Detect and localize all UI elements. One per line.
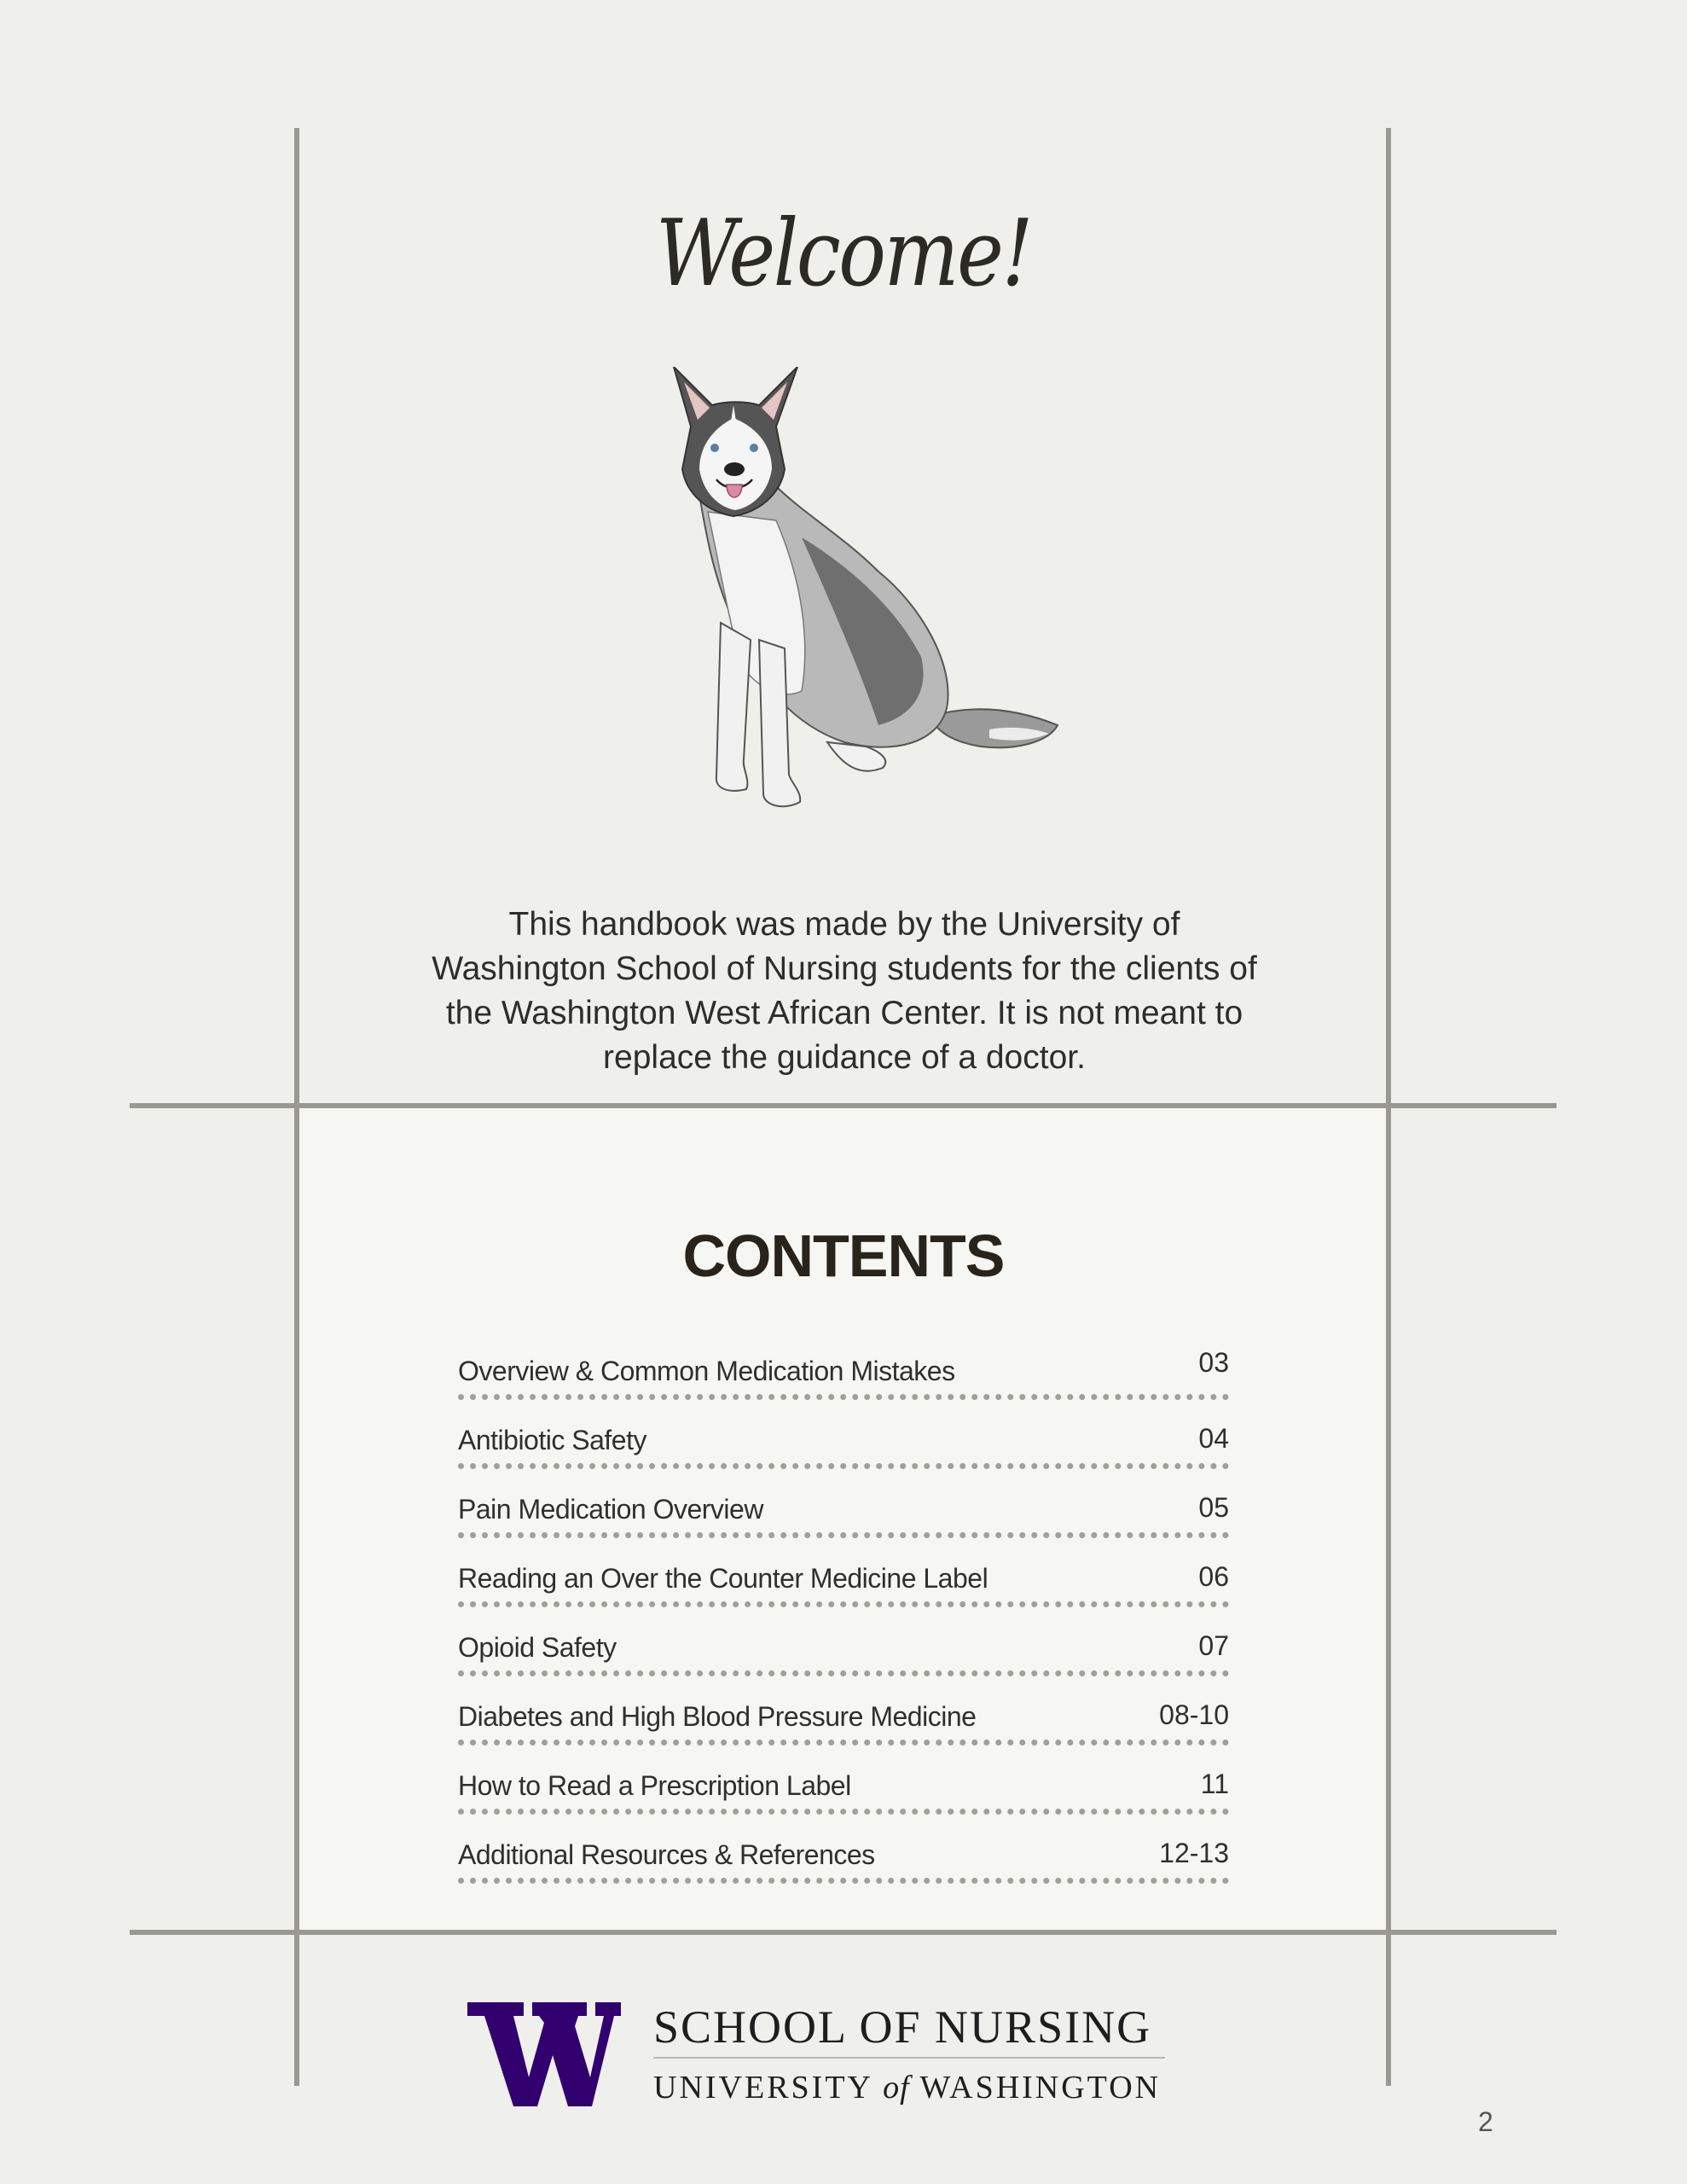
toc-item-title: Overview & Common Medication Mistakes xyxy=(458,1356,955,1386)
toc-item-title: Additional Resources & References xyxy=(458,1839,875,1870)
toc-item-page: 03 xyxy=(1198,1347,1229,1378)
logo-washington-word: WASHINGTON xyxy=(919,2070,1162,2106)
toc-item-page: 05 xyxy=(1198,1492,1229,1523)
toc-item[interactable] xyxy=(458,1469,1229,1538)
toc-item-title: Opioid Safety xyxy=(458,1632,617,1663)
toc-item[interactable] xyxy=(458,1676,1229,1745)
toc-item[interactable] xyxy=(458,1331,1229,1400)
toc-item-title: Antibiotic Safety xyxy=(458,1425,646,1455)
toc-item[interactable] xyxy=(458,1400,1229,1469)
toc-item-page: 04 xyxy=(1198,1423,1229,1454)
toc-item-title: Reading an Over the Counter Medicine Label xyxy=(458,1563,988,1594)
toc-item-page: 11 xyxy=(1200,1769,1229,1799)
table-of-contents xyxy=(458,1331,1229,1884)
toc-item-page: 12-13 xyxy=(1159,1838,1229,1868)
frame-bottom-divider xyxy=(130,1930,1557,1935)
contents-heading: CONTENTS xyxy=(682,1223,1005,1289)
toc-item-page: 08-10 xyxy=(1159,1699,1229,1730)
toc-item-page: 07 xyxy=(1198,1630,1229,1661)
uw-w-logo-icon xyxy=(467,2002,621,2106)
toc-item-title: Diabetes and High Blood Pressure Medicine xyxy=(458,1701,977,1732)
toc-item-page: 06 xyxy=(1198,1561,1229,1592)
logo-university-word: UNIVERSITY xyxy=(653,2070,872,2106)
welcome-title: Welcome! xyxy=(655,200,1032,307)
toc-item-title: Pain Medication Overview xyxy=(458,1494,763,1525)
logo-university-name xyxy=(653,2069,1161,2106)
toc-item[interactable] xyxy=(458,1607,1229,1676)
toc-item[interactable] xyxy=(458,1745,1229,1815)
intro-paragraph: This handbook was made by the University of Washington School of Nursing students for the clients of the Washington West African Center. It is not meant to replace the guidance of a doctor. xyxy=(432,906,1257,1076)
logo-divider xyxy=(653,2057,1165,2059)
school-of-nursing-logo xyxy=(467,2001,1167,2111)
toc-item[interactable] xyxy=(458,1538,1229,1607)
logo-of-word: of xyxy=(883,2070,910,2106)
toc-item[interactable] xyxy=(458,1815,1229,1884)
husky-dog-illustration xyxy=(648,367,1092,810)
logo-school-name: SCHOOL OF NURSING xyxy=(653,2001,1152,2053)
toc-item-title: How to Read a Prescription Label xyxy=(458,1770,851,1801)
frame-top-divider xyxy=(130,1103,1557,1108)
page-number: 2 xyxy=(1478,2106,1493,2137)
